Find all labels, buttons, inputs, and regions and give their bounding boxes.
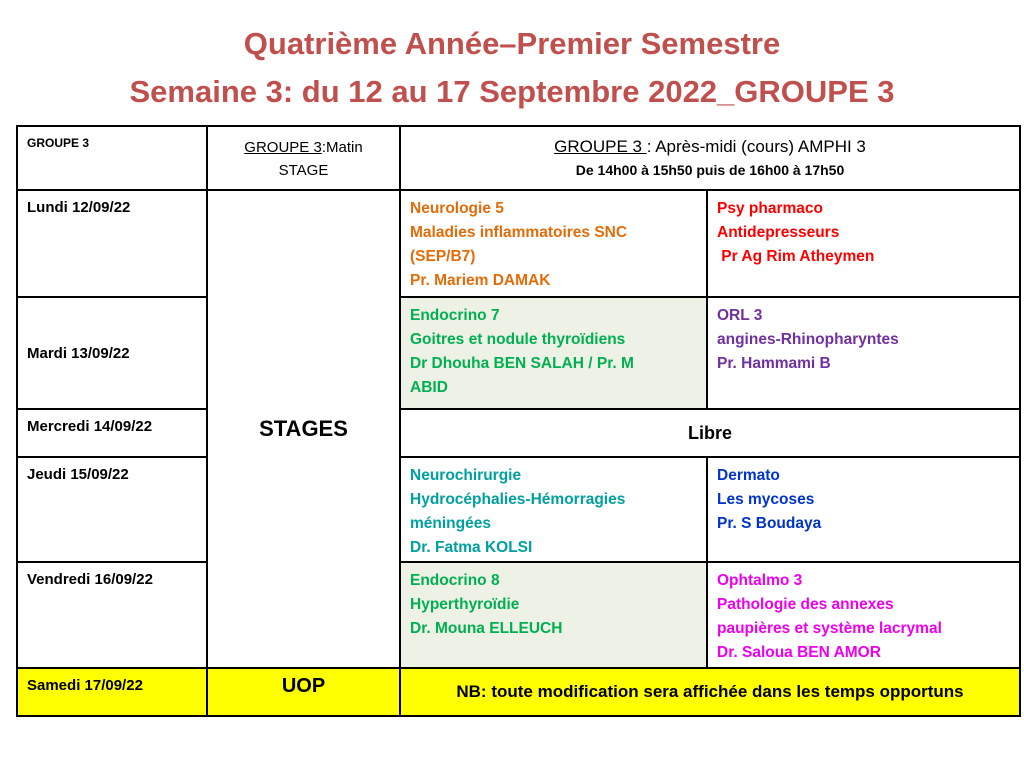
header-row (17, 126, 1020, 190)
header-group-label: GROUPE 3 (27, 136, 90, 150)
course-title: Dermato (717, 467, 780, 484)
course-teacher: Dr. Fatma KOLSI (410, 539, 533, 556)
course-title: Endocrino 7 (410, 307, 500, 324)
course-vendredi-a (400, 562, 707, 668)
stages-label: STAGES (259, 416, 348, 441)
course-teacher: Dr. Mouna ELLEUCH (410, 620, 563, 637)
libre-cell (400, 409, 1020, 457)
header-matin-suffix: :Matin (321, 139, 363, 156)
course-topic: Antidepresseurs (717, 224, 840, 241)
course-lundi-a (400, 190, 707, 297)
nb-cell (400, 668, 1020, 716)
course-topic: Goitres et nodule thyroïdiens (410, 331, 626, 348)
course-vendredi-b (707, 562, 1020, 668)
row-vendredi (17, 562, 1020, 668)
page-title-line2: Semaine 3: du 12 au 17 Septembre 2022_GROUPE 3 (129, 74, 895, 109)
libre-label: Libre (687, 422, 732, 443)
course-mardi-b (707, 297, 1020, 409)
uop-cell (207, 668, 400, 716)
header-am-hours: De 14h00 à 15h50 puis de 16h00 à 17h50 (575, 162, 845, 178)
row-samedi (17, 668, 1020, 716)
row-lundi (17, 190, 1020, 297)
course-topic: angines-Rhinopharyntes (717, 331, 899, 348)
course-teacher: Pr. S Boudaya (717, 515, 822, 532)
header-matin-stage: STAGE (278, 162, 329, 179)
course-teacher: Pr. Mariem DAMAK (410, 272, 551, 289)
course-topic: Maladies inflammatoires SNC (410, 224, 628, 241)
course-topic-2: méningées (410, 515, 491, 532)
header-matin-cell (207, 126, 400, 190)
course-topic: Les mycoses (717, 491, 815, 508)
course-teacher: Dr Dhouha BEN SALAH / Pr. M (410, 355, 634, 372)
course-topic: Hydrocéphalies-Hémorragies (410, 491, 626, 508)
course-topic-2: paupières et système lacrymal (717, 620, 942, 637)
day-vendredi: Vendredi 16/09/22 (17, 562, 207, 668)
course-jeudi-b (707, 457, 1020, 562)
course-mardi-a (400, 297, 707, 409)
schedule-table (16, 125, 1021, 717)
course-title: Psy pharmaco (717, 200, 823, 217)
course-teacher: Pr. Hammami B (717, 355, 831, 372)
course-topic-2: (SEP/B7) (410, 248, 476, 265)
course-title: ORL 3 (717, 307, 763, 324)
row-jeudi (17, 457, 1020, 562)
day-lundi: Lundi 12/09/22 (17, 190, 207, 297)
course-topic: Pathologie des annexes (717, 596, 894, 613)
uop-label: UOP (281, 675, 326, 697)
course-title: Endocrino 8 (410, 572, 500, 589)
nb-note: NB: toute modification sera affichée dans les temps opportuns (456, 682, 964, 701)
header-afternoon-cell (400, 126, 1020, 190)
day-samedi: Samedi 17/09/22 (17, 668, 207, 716)
row-mardi (17, 297, 1020, 409)
header-matin-group: GROUPE 3 (244, 139, 322, 156)
header-am-suffix: : Après-midi (cours) AMPHI 3 (646, 137, 866, 156)
day-mercredi: Mercredi 14/09/22 (17, 409, 207, 457)
course-teacher: Dr. Saloua BEN AMOR (717, 644, 881, 661)
day-mardi: Mardi 13/09/22 (17, 297, 207, 409)
course-topic: Hyperthyroïdie (410, 596, 520, 613)
row-mercredi (17, 409, 1020, 457)
course-lundi-b (707, 190, 1020, 297)
stages-cell (207, 190, 400, 668)
course-teacher-2: ABID (410, 379, 448, 396)
course-jeudi-a (400, 457, 707, 562)
course-title: Ophtalmo 3 (717, 572, 803, 589)
header-am-group: GROUPE 3 (554, 137, 647, 156)
page-title-line1: Quatrième Année–Premier Semestre (243, 26, 781, 61)
course-teacher: Pr Ag Rim Atheymen (717, 248, 875, 265)
header-group-cell (17, 126, 207, 190)
day-jeudi: Jeudi 15/09/22 (17, 457, 207, 562)
course-title: Neurochirurgie (410, 467, 522, 484)
course-title: Neurologie 5 (410, 200, 504, 217)
